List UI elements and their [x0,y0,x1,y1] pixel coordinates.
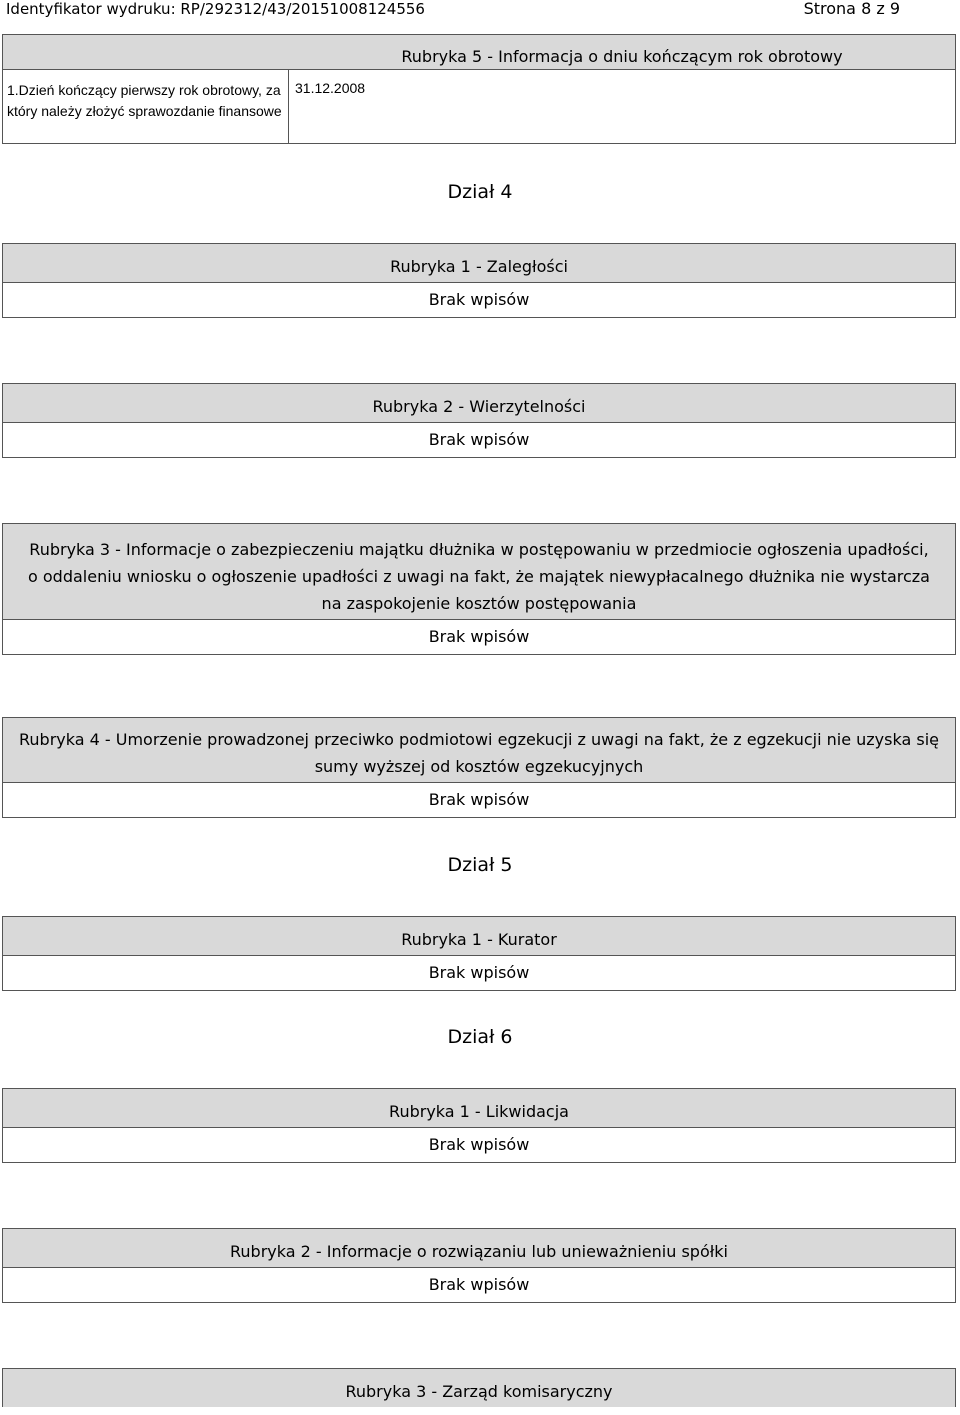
section-title-dzial4: Dział 4 [447,181,513,203]
dzial4-rubryka2-value: Brak wpisów [428,430,530,449]
dzial4-rubryka4 [2,717,956,818]
dzial4-rubryka4-title: Rubryka 4 - Umorzenie prowadzonej przeciwko podmiotowi egzekucji z uwagi na fakt, że z egzekucji nie uzyska się sumy wyższej od kosztów egzekucyjnych [3,718,955,783]
rubryka5-table [2,34,956,144]
dzial5-rubryka1-title: Rubryka 1 - Kurator [3,917,955,956]
print-identifier: Identyfikator wydruku: RP/292312/43/20151008124556 [6,0,425,18]
rubryka5-header-left [3,35,289,70]
dzial4-rubryka2 [2,383,956,458]
section-title-dzial5: Dział 5 [447,854,513,876]
dzial4-rubryka3-title: Rubryka 3 - Informacje o zabezpieczeniu majątku dłużnika w postępowaniu w przedmiocie ogłoszenia upadłości, o oddaleniu wniosku o ogłoszenie upadłości z uwagi na fakt, że majątek niewypłacalnego dłużnika nie wystarcza na zaspokojenie kosztów postępowania [3,524,955,620]
rubryka5-title: Rubryka 5 - Informacja o dniu kończącym rok obrotowy [289,35,955,70]
dzial6-rubryka2-value: Brak wpisów [428,1275,530,1294]
dzial4-rubryka3-value: Brak wpisów [428,627,530,646]
dzial6-rubryka2-title: Rubryka 2 - Informacje o rozwiązaniu lub unieważnieniu spółki [3,1229,955,1268]
dzial4-rubryka1 [2,243,956,318]
dzial4-rubryka3 [2,523,956,655]
dzial6-rubryka1-title: Rubryka 1 - Likwidacja [3,1089,955,1128]
dzial4-rubryka1-title: Rubryka 1 - Zaległości [3,244,955,283]
dzial5-rubryka1 [2,916,956,991]
dzial6-rubryka3-title: Rubryka 3 - Zarząd komisaryczny [3,1369,955,1407]
dzial6-rubryka3 [2,1368,956,1407]
dzial4-rubryka4-value: Brak wpisów [428,790,530,809]
dzial6-rubryka2 [2,1228,956,1303]
dzial6-rubryka1-value: Brak wpisów [428,1135,530,1154]
rubryka5-label: 1.Dzień kończący pierwszy rok obrotowy, za który należy złożyć sprawozdanie finansowe [3,70,289,143]
section-title-dzial6: Dział 6 [447,1026,513,1048]
dzial4-rubryka1-value: Brak wpisów [428,290,530,309]
dzial6-rubryka1 [2,1088,956,1163]
page-number: Strona 8 z 9 [803,0,900,18]
dzial5-rubryka1-value: Brak wpisów [428,963,530,982]
rubryka5-value: 31.12.2008 [295,80,366,96]
dzial4-rubryka2-title: Rubryka 2 - Wierzytelności [3,384,955,423]
